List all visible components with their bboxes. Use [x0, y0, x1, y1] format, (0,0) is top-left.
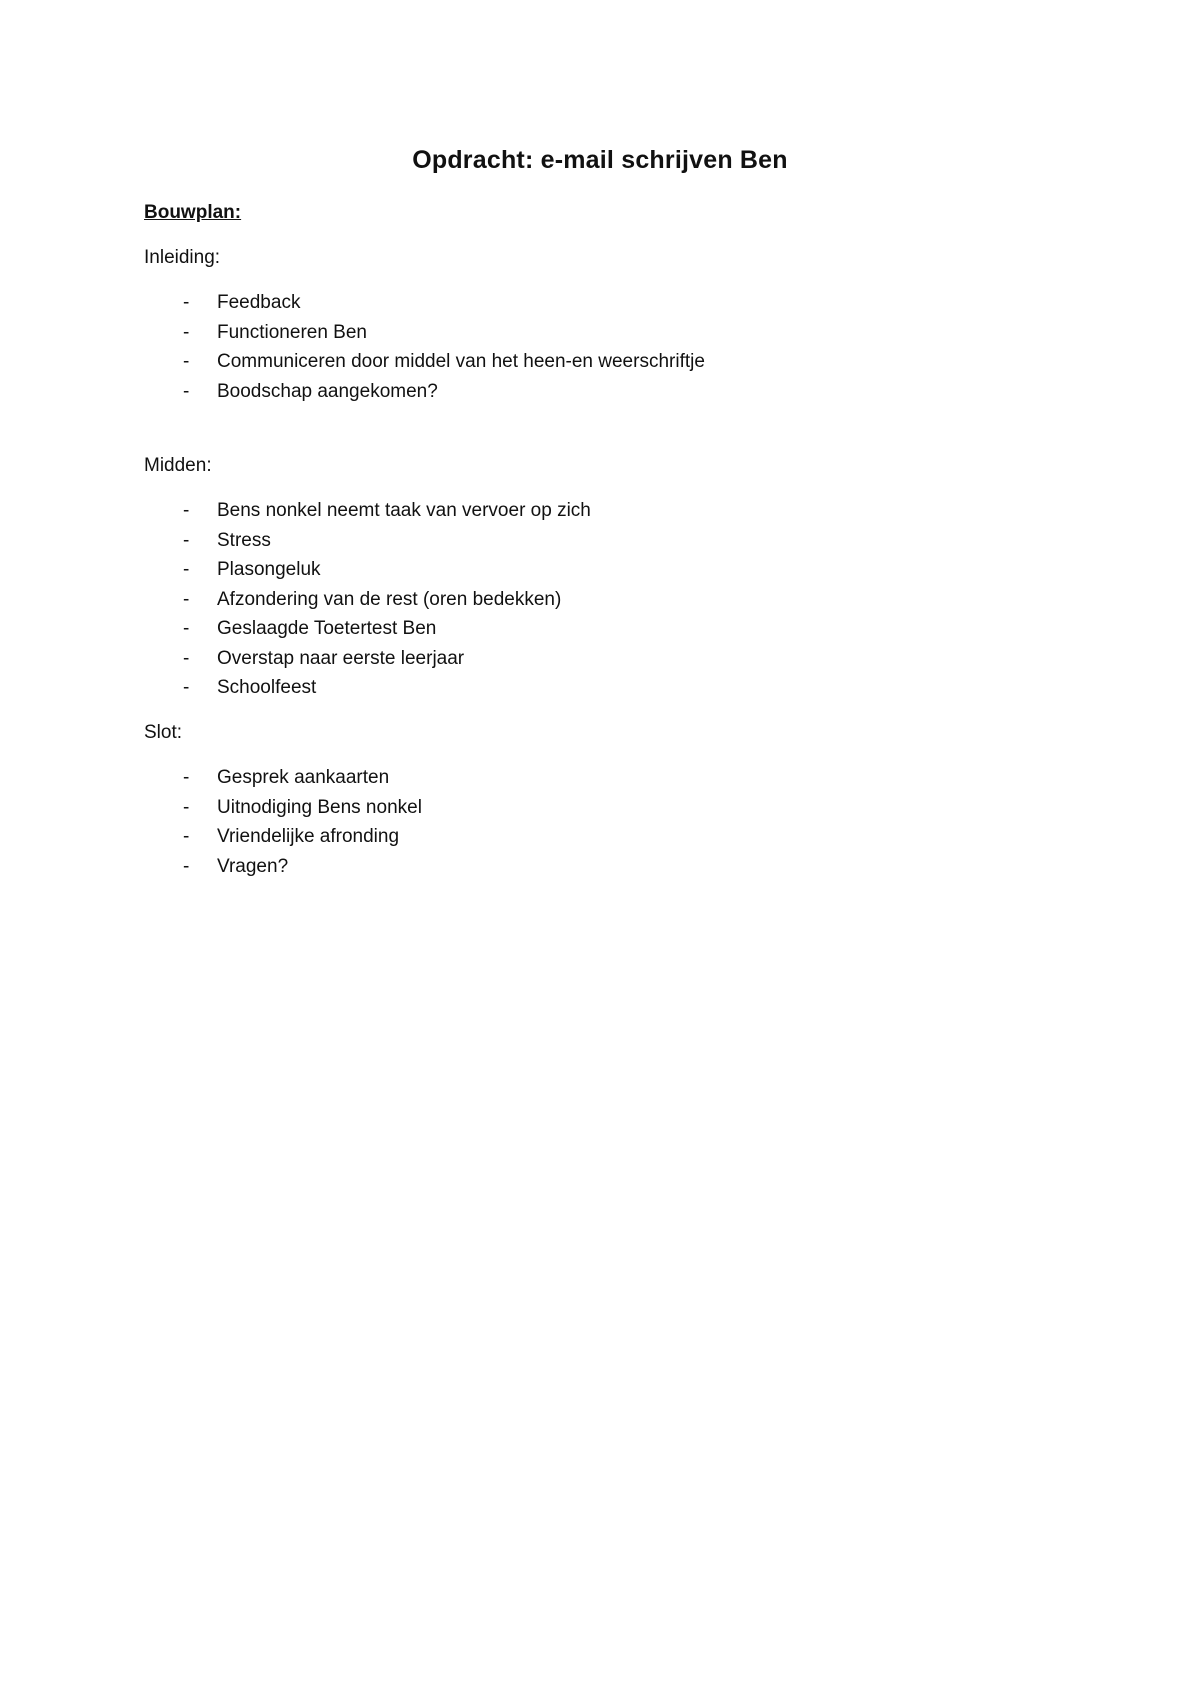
list-item: - Bens nonkel neemt taak van vervoer op zich	[183, 500, 591, 521]
list-item: - Afzondering van de rest (oren bedekken)	[183, 588, 562, 610]
list-item: - Feedback	[183, 292, 301, 313]
list-item: - Vragen?	[183, 855, 289, 877]
document-title: Opdracht: e-mail schrijven Ben	[412, 146, 788, 174]
section-heading-inleiding: Inleiding:	[144, 247, 221, 268]
list-item: - Overstap naar eerste leerjaar	[183, 647, 465, 669]
list-item: - Plasongeluk	[183, 559, 321, 580]
bouwplan-heading: Bouwplan:	[144, 202, 242, 223]
list-item: - Vriendelijke afronding	[183, 826, 400, 847]
section-heading-midden: Midden:	[144, 455, 212, 476]
list-midden	[0, 496, 1000, 703]
list-item: - Geslaagde Toetertest Ben	[183, 618, 437, 639]
list-item: - Uitnodiging Bens nonkel	[183, 796, 422, 818]
list-item: - Functioneren Ben	[183, 321, 367, 343]
list-item: - Gesprek aankaarten	[183, 767, 390, 788]
list-slot	[0, 763, 1000, 881]
list-inleiding	[0, 288, 1000, 406]
list-item: - Schoolfeest	[183, 677, 317, 698]
section-heading-slot: Slot:	[144, 722, 183, 743]
list-item: - Boodschap aangekomen?	[183, 380, 438, 402]
list-item: - Stress	[183, 529, 271, 551]
list-item: - Communiceren door middel van het heen-en weerschriftje	[183, 351, 705, 372]
